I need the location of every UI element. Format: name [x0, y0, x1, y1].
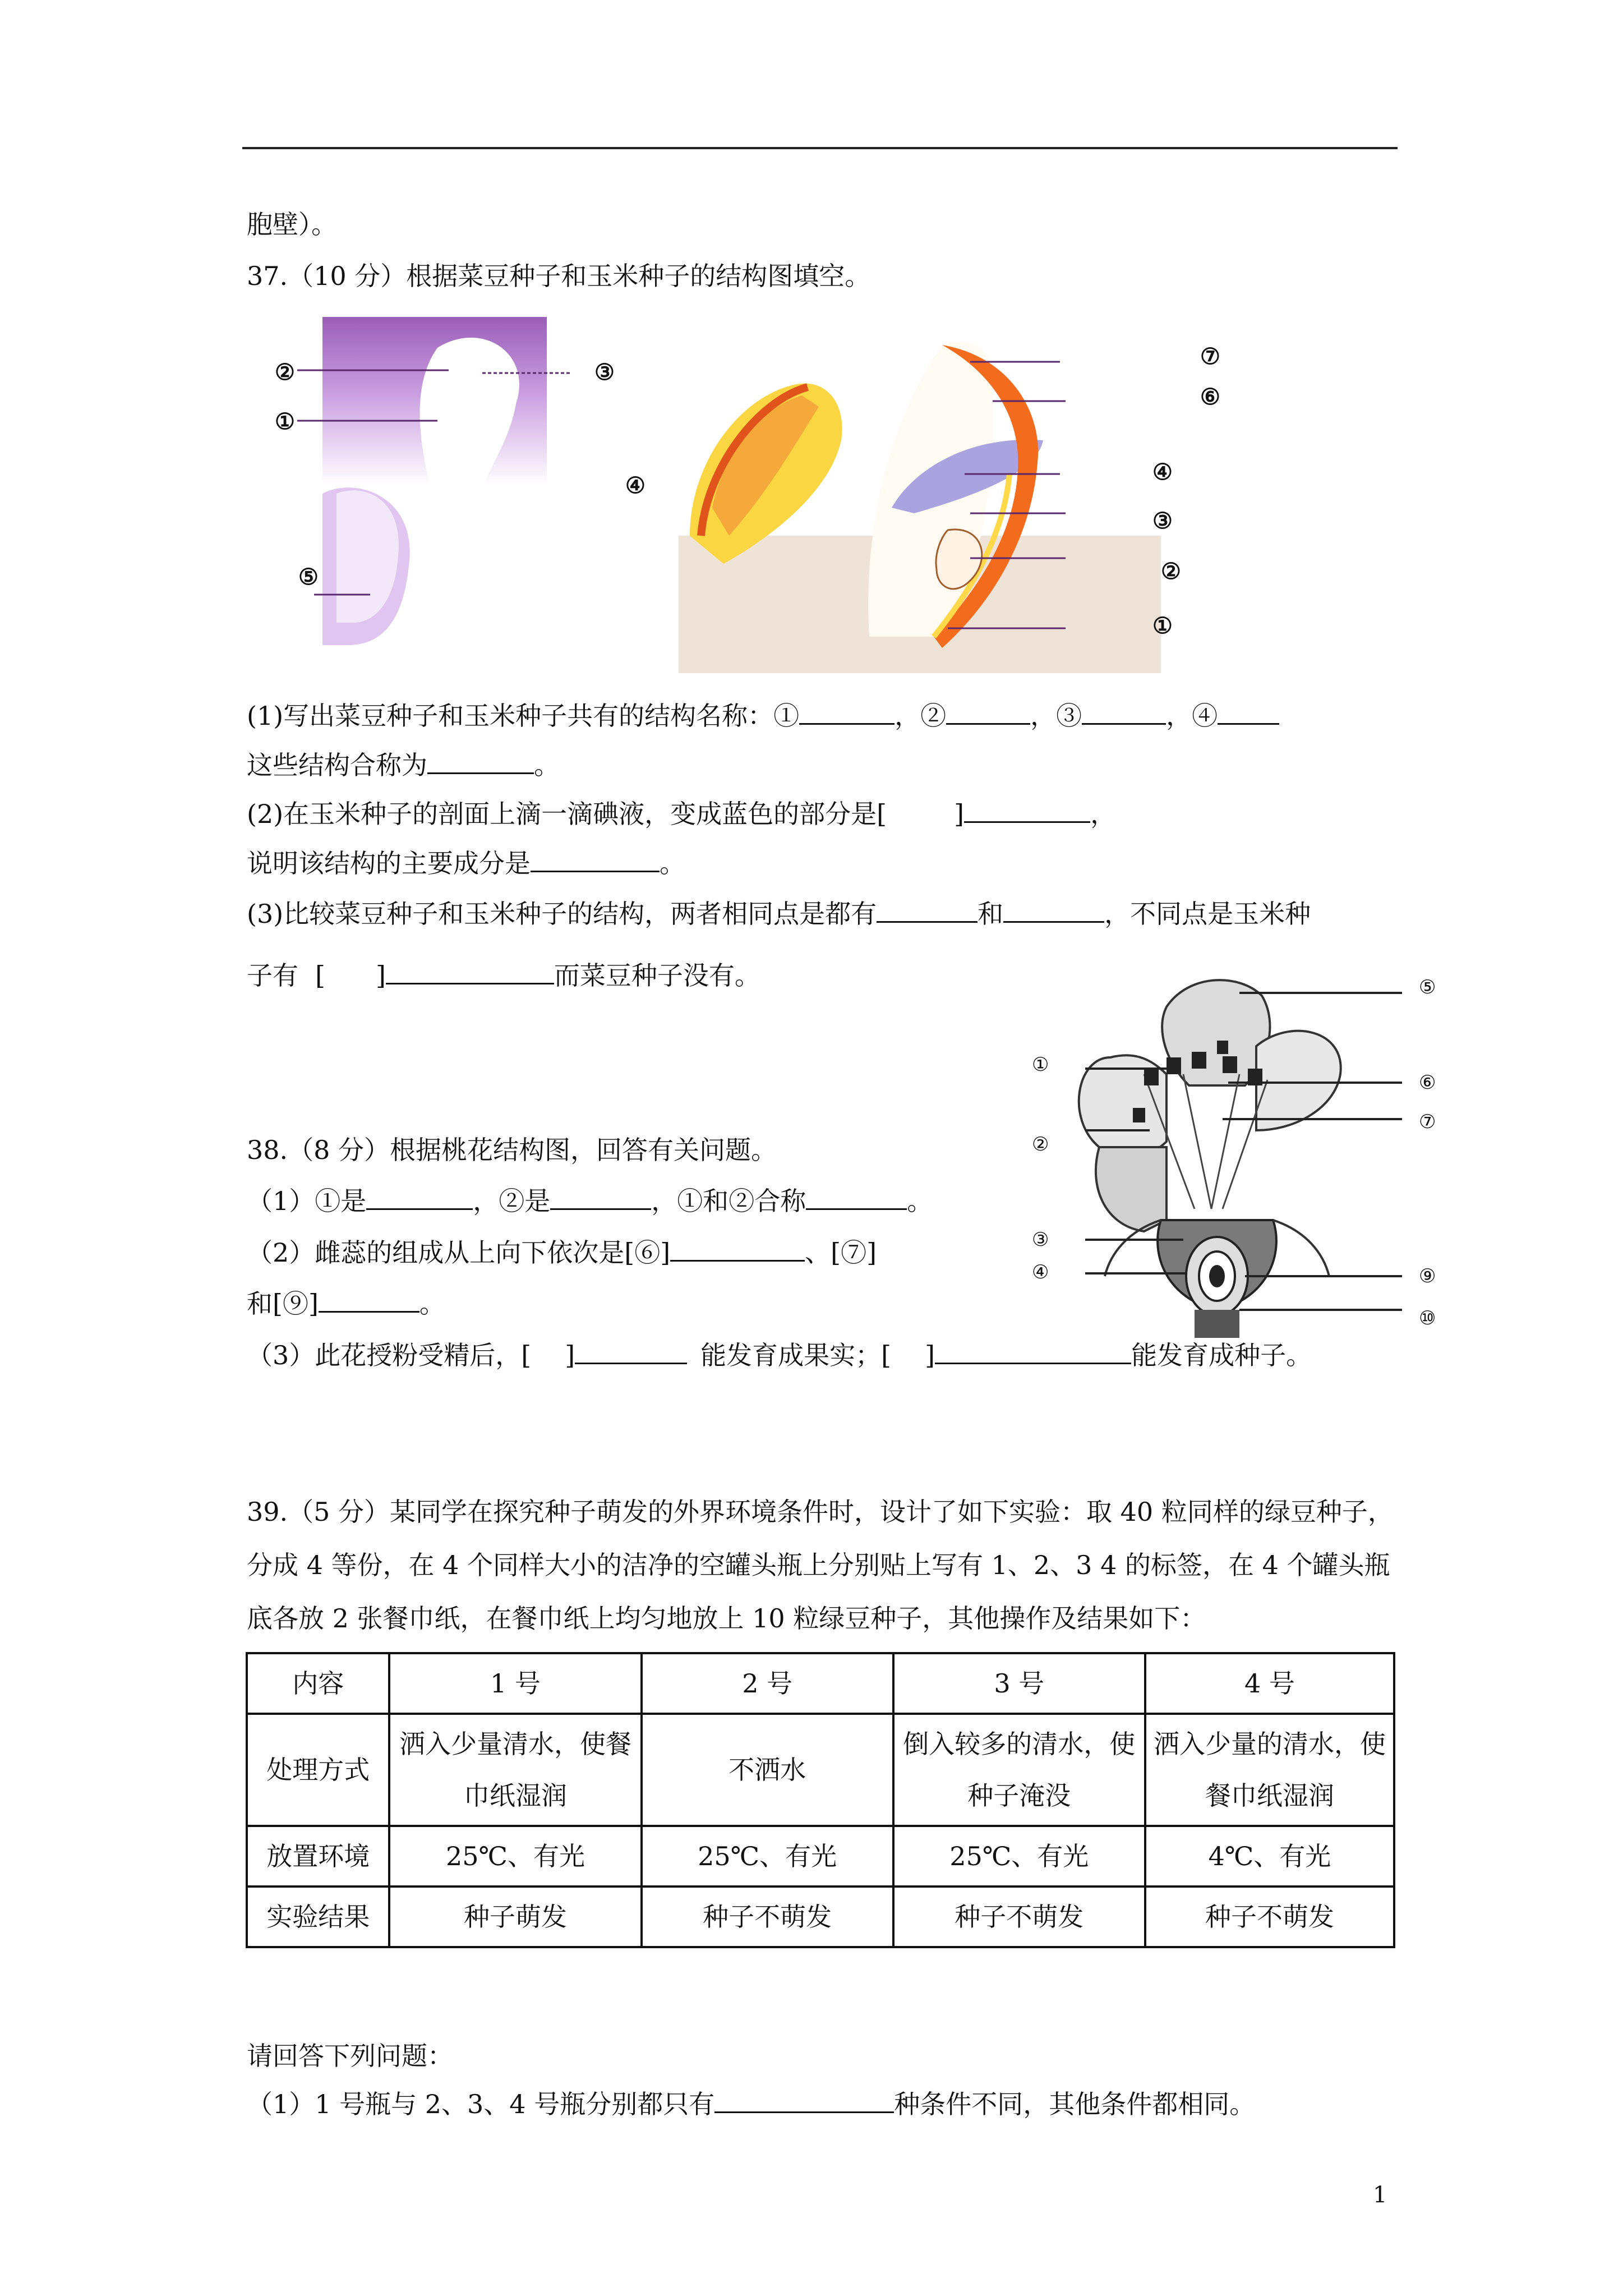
- flower-label-3: ③: [1032, 1228, 1049, 1251]
- table-cell: 25℃、有光: [642, 1826, 893, 1887]
- q38-blank-6[interactable]: [575, 1338, 687, 1364]
- table-header-cell: 内容: [247, 1653, 389, 1714]
- table-header-cell: 4 号: [1145, 1653, 1394, 1714]
- q38-blank-5[interactable]: [319, 1286, 419, 1313]
- q38-blank-3[interactable]: [806, 1184, 907, 1210]
- corn-label-4: ④: [1152, 459, 1173, 485]
- q37-blank-9[interactable]: [1003, 896, 1104, 923]
- q37-blank-10[interactable]: [386, 958, 554, 984]
- q37-part1-line1: (1)写出菜豆种子和玉米种子共有的结构名称：① ，② ，③ ，④: [247, 698, 1279, 733]
- peach-flower-figure: [1054, 962, 1424, 1343]
- q37-part1-line2: 这些结构合称为 。: [247, 748, 560, 782]
- table-header-cell: 3 号: [893, 1653, 1145, 1714]
- table-cell: 种子不萌发: [893, 1887, 1145, 1947]
- table-cell: 种子不萌发: [1145, 1887, 1394, 1947]
- bean-label-1: ①: [275, 408, 295, 435]
- q38-part2-line2: 和[⑨] 。: [247, 1286, 445, 1320]
- q37-title: 37.（10 分）根据菜豆种子和玉米种子的结构图填空。: [247, 261, 871, 291]
- table-cell: 种子不萌发: [642, 1887, 893, 1947]
- q37-part2-line1: (2)在玉米种子的剖面上滴一滴碘液，变成蓝色的部分是[ ] ，: [247, 797, 1116, 831]
- q37-blank-8[interactable]: [877, 896, 978, 923]
- table-cell: 洒入少量清水，使餐巾纸湿润: [389, 1714, 641, 1826]
- table-cell: 种子萌发: [389, 1887, 641, 1947]
- corn-label-3: ③: [1152, 508, 1173, 534]
- q36-tail: 胞壁）。: [247, 209, 337, 240]
- table-cell: 25℃、有光: [893, 1826, 1145, 1887]
- q37-blank-3[interactable]: [1082, 698, 1166, 725]
- table-row: [247, 1887, 1394, 1947]
- experiment-table: [246, 1652, 1395, 1948]
- flower-label-6: ⑥: [1419, 1071, 1436, 1094]
- q39-para-line3: 底各放 2 张餐巾纸，在餐巾纸上均匀地放上 10 粒绿豆种子，其他操作及结果如下：: [247, 1603, 1206, 1634]
- q37-blank-1[interactable]: [799, 698, 895, 725]
- corn-label-7: ⑦: [1200, 343, 1220, 370]
- table-header-row: [247, 1653, 1394, 1714]
- q37-blank-4[interactable]: [1218, 698, 1279, 725]
- q38-blank-7[interactable]: [935, 1338, 1131, 1364]
- q37-part3-line1: (3)比较菜豆种子和玉米种子的结构，两者相同点是都有 和 ，不同点是玉米种: [247, 896, 1311, 931]
- table-header-cell: 1 号: [389, 1653, 641, 1714]
- table-header-cell: 2 号: [642, 1653, 893, 1714]
- bean-label-4: ④: [625, 472, 645, 499]
- table-cell: 实验结果: [247, 1887, 389, 1947]
- flower-label-1: ①: [1032, 1053, 1049, 1076]
- table-cell: 放置环境: [247, 1826, 389, 1887]
- flower-label-9: ⑨: [1419, 1265, 1436, 1287]
- q39-blank-1[interactable]: [714, 2087, 894, 2113]
- flower-label-4: ④: [1032, 1261, 1049, 1283]
- bean-label-5: ⑤: [298, 564, 319, 590]
- q37-part2-line2: 说明该结构的主要成分是 。: [247, 846, 685, 880]
- q38-part2-line1: （2）雌蕊的组成从上向下依次是[⑥] 、[⑦]: [247, 1235, 877, 1269]
- q39-para-line2: 分成 4 等份，在 4 个同样大小的洁净的空罐头瓶上分别贴上写有 1、2、3 4 的标签，在 4 个罐头瓶: [247, 1550, 1390, 1580]
- corn-label-2: ②: [1161, 558, 1181, 585]
- corn-label-1: ①: [1152, 613, 1173, 639]
- q38-blank-1[interactable]: [366, 1184, 473, 1210]
- q39-ask: 请回答下列问题：: [247, 2041, 453, 2071]
- q39-question-1: （1）1 号瓶与 2、3、4 号瓶分别都只有 种条件不同，其他条件都相同。: [247, 2087, 1255, 2121]
- q37-blank-7[interactable]: [531, 846, 660, 872]
- q37-blank-2[interactable]: [946, 698, 1030, 725]
- header-rule: [242, 147, 1398, 149]
- q37-blank-5[interactable]: [427, 748, 534, 774]
- table-cell: 4℃、有光: [1145, 1826, 1394, 1887]
- table-cell: 倒入较多的清水，使种子淹没: [893, 1714, 1145, 1826]
- corn-label-6: ⑥: [1200, 384, 1220, 410]
- flower-label-5: ⑤: [1419, 976, 1436, 999]
- q37-blank-6[interactable]: [964, 797, 1090, 823]
- table-cell: 25℃、有光: [389, 1826, 641, 1887]
- q38-title: 38.（8 分）根据桃花结构图，回答有关问题。: [247, 1135, 777, 1165]
- q38-blank-2[interactable]: [550, 1184, 651, 1210]
- q38-blank-4[interactable]: [670, 1235, 805, 1262]
- bean-label-3: ③: [594, 359, 615, 385]
- q39-para-line1: 39.（5 分）某同学在探究种子萌发的外界环境条件时，设计了如下实验：取 40 粒同样的绿豆种子，: [247, 1497, 1394, 1527]
- table-cell: 处理方式: [247, 1714, 389, 1826]
- bean-label-2: ②: [275, 359, 295, 385]
- table-row: [247, 1714, 1394, 1826]
- page-number: 1: [1373, 2182, 1387, 2208]
- flower-label-2: ②: [1032, 1133, 1049, 1156]
- flower-label-7: ⑦: [1419, 1111, 1436, 1133]
- table-cell: 洒入少量的清水，使餐巾纸湿润: [1145, 1714, 1394, 1826]
- corn-seed-figure: [679, 323, 1161, 673]
- flower-label-10: ⑩: [1419, 1307, 1436, 1329]
- table-cell: 不洒水: [642, 1714, 893, 1826]
- table-row: [247, 1826, 1394, 1887]
- q38-part3: （3）此花授粉受精后，[ ] 能发育成果实；[ ] 能发育成种子。: [247, 1338, 1312, 1372]
- q38-part1: （1）①是 ，②是 ，①和②合称 。: [247, 1184, 933, 1218]
- q37-part3-line2: 子有 [ ] 而菜豆种子没有。: [247, 958, 760, 992]
